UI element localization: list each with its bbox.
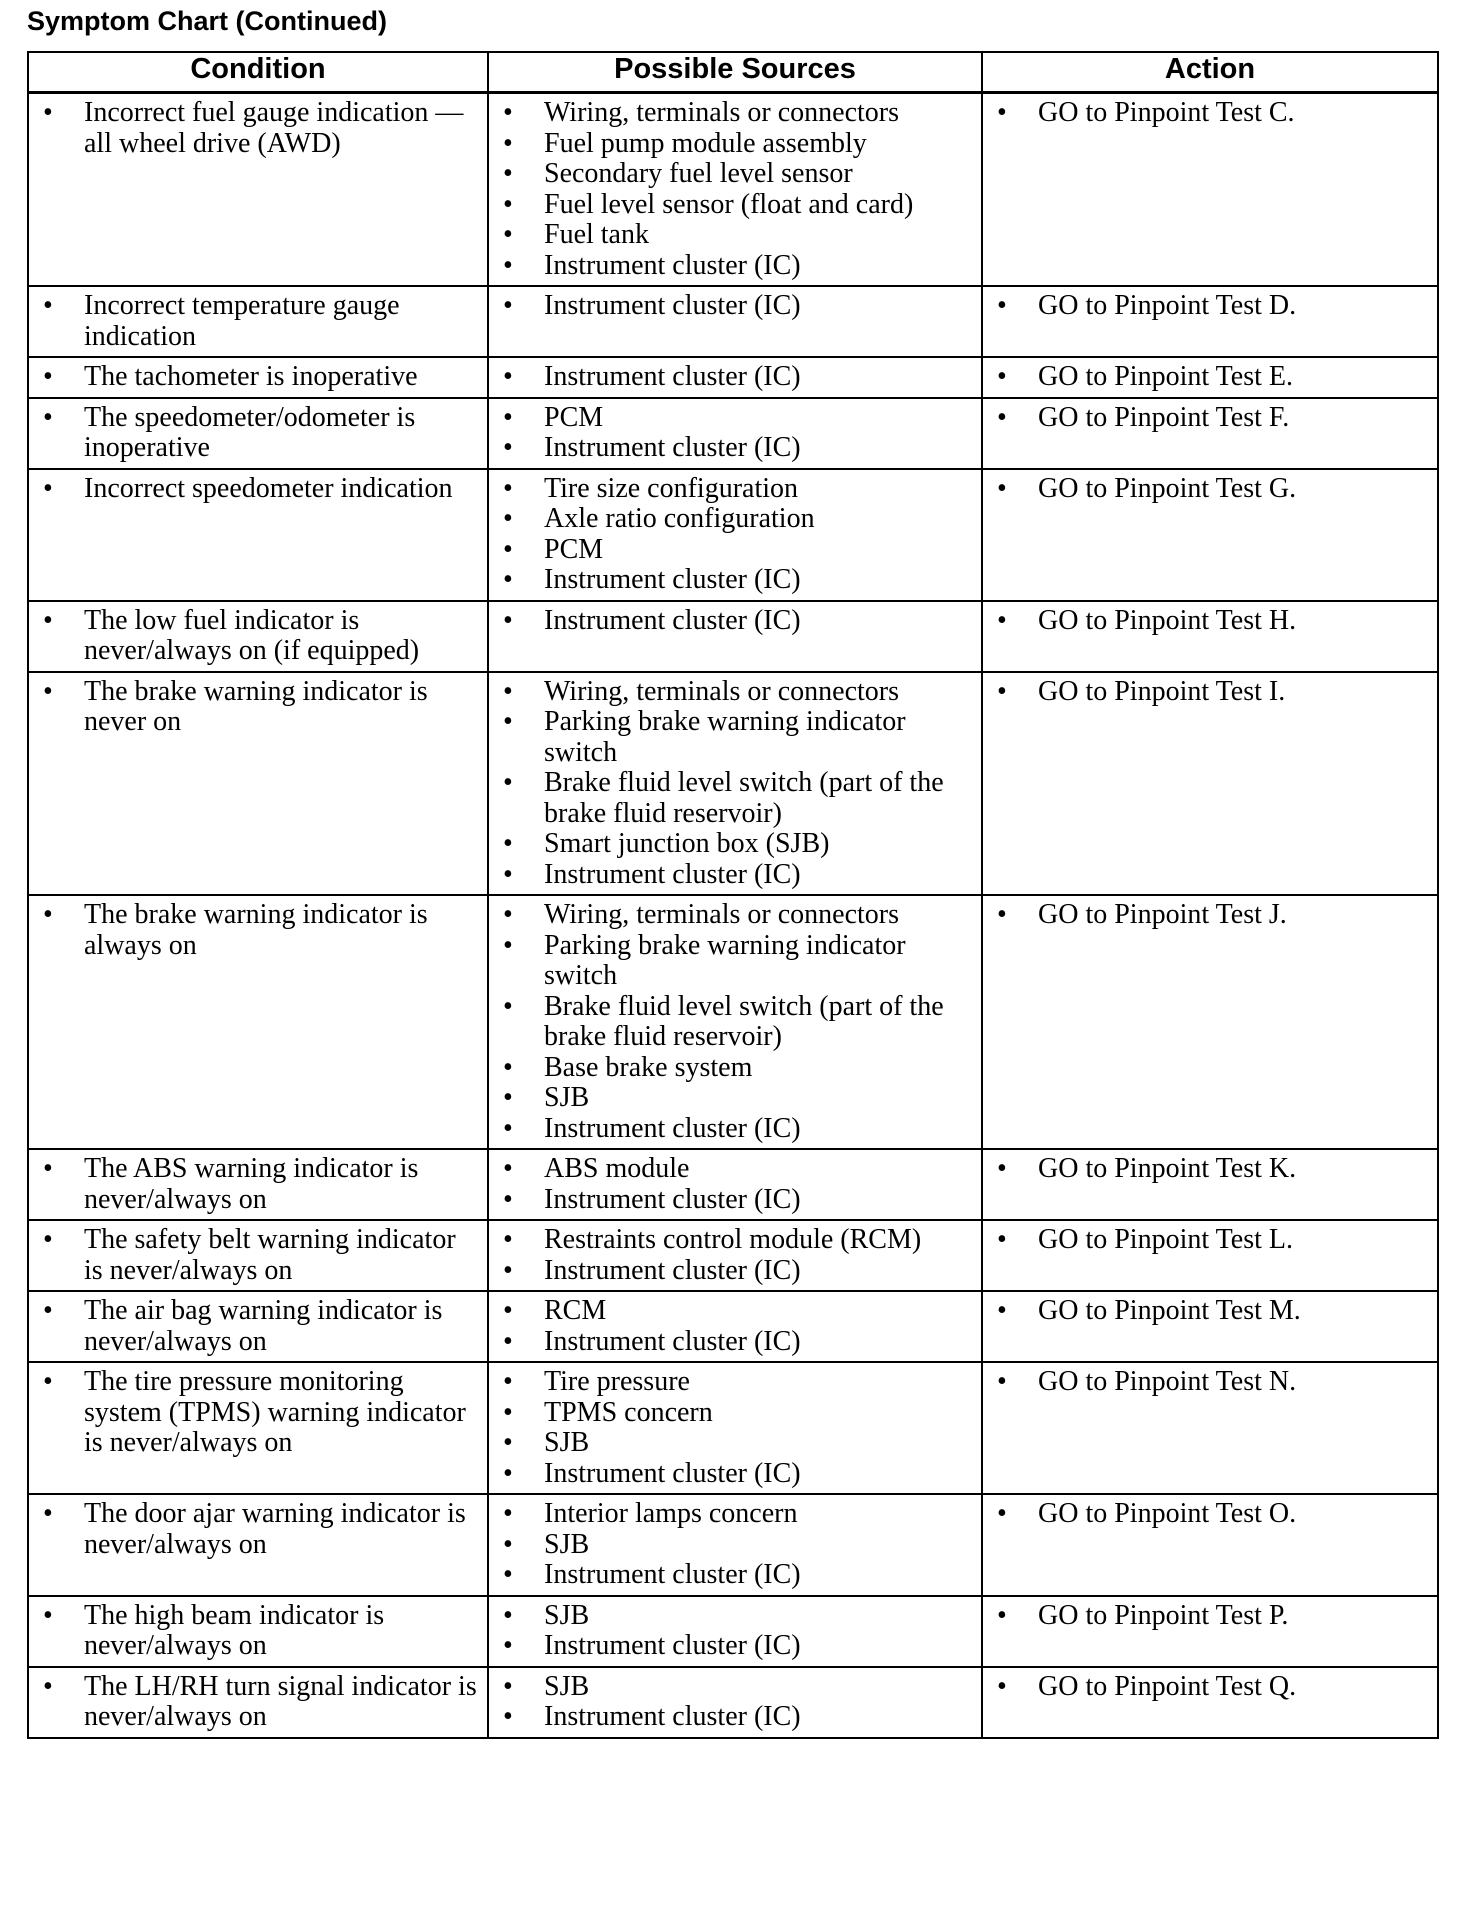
- table-row: [28, 895, 1438, 1149]
- possible-sources-cell: [488, 895, 982, 1149]
- condition-cell-list: [29, 1672, 479, 1733]
- list-item: • Instrument cluster (IC): [489, 606, 973, 637]
- action-cell: [982, 398, 1438, 469]
- condition-cell-list: [29, 1367, 479, 1459]
- possible-sources-cell-list: [489, 403, 973, 464]
- table-row: [28, 398, 1438, 469]
- possible-sources-cell: [488, 1494, 982, 1596]
- possible-sources-cell-list: [489, 1225, 973, 1286]
- list-item: • Fuel level sensor (float and card): [489, 190, 973, 221]
- condition-cell: [28, 357, 488, 398]
- list-item: • Wiring, terminals or connectors: [489, 900, 973, 931]
- header-possible-sources: Possible Sources: [488, 52, 982, 93]
- action-cell: [982, 1494, 1438, 1596]
- list-item: • SJB: [489, 1601, 973, 1632]
- list-item: • GO to Pinpoint Test J.: [983, 900, 1429, 931]
- list-item: • Smart junction box (SJB): [489, 829, 973, 860]
- list-item: • Instrument cluster (IC): [489, 362, 973, 393]
- condition-cell: [28, 469, 488, 601]
- list-item: • Axle ratio configuration: [489, 504, 973, 535]
- action-cell: [982, 1291, 1438, 1362]
- action-cell-list: [983, 403, 1429, 434]
- list-item: • Parking brake warning indicator switch: [489, 931, 973, 992]
- action-cell-list: [983, 1296, 1429, 1327]
- action-cell-list: [983, 1499, 1429, 1530]
- list-item: • Secondary fuel level sensor: [489, 159, 973, 190]
- list-item: • GO to Pinpoint Test D.: [983, 291, 1429, 322]
- possible-sources-cell-list: [489, 1601, 973, 1662]
- list-item: • The tachometer is inoperative: [29, 362, 479, 393]
- condition-cell-list: [29, 900, 479, 961]
- possible-sources-cell: [488, 1596, 982, 1667]
- possible-sources-cell: [488, 469, 982, 601]
- possible-sources-cell-list: [489, 900, 973, 1144]
- list-item: • SJB: [489, 1083, 973, 1114]
- possible-sources-cell-list: [489, 362, 973, 393]
- table-row: [28, 1494, 1438, 1596]
- list-item: • The brake warning indicator is always on: [29, 900, 479, 961]
- list-item: • Instrument cluster (IC): [489, 1459, 973, 1490]
- list-item: • TPMS concern: [489, 1398, 973, 1429]
- action-cell-list: [983, 1601, 1429, 1632]
- condition-cell: [28, 398, 488, 469]
- condition-cell-list: [29, 403, 479, 464]
- header-row: [28, 52, 1438, 93]
- list-item: • The high beam indicator is never/always on: [29, 1601, 479, 1662]
- list-item: • Instrument cluster (IC): [489, 251, 973, 282]
- possible-sources-cell: [488, 1667, 982, 1738]
- table-row: [28, 93, 1438, 287]
- list-item: • Instrument cluster (IC): [489, 1114, 973, 1145]
- list-item: • RCM: [489, 1296, 973, 1327]
- condition-cell: [28, 1362, 488, 1494]
- possible-sources-cell-list: [489, 1154, 973, 1215]
- list-item: • The door ajar warning indicator is never/always on: [29, 1499, 479, 1560]
- condition-cell-list: [29, 362, 479, 393]
- possible-sources-cell: [488, 601, 982, 672]
- list-item: • Incorrect speedometer indication: [29, 474, 479, 505]
- possible-sources-cell: [488, 1291, 982, 1362]
- header-condition: Condition: [28, 52, 488, 93]
- list-item: • Instrument cluster (IC): [489, 1702, 973, 1733]
- list-item: • GO to Pinpoint Test C.: [983, 98, 1429, 129]
- list-item: • Fuel pump module assembly: [489, 129, 973, 160]
- action-cell: [982, 1149, 1438, 1220]
- action-cell-list: [983, 474, 1429, 505]
- possible-sources-cell-list: [489, 1672, 973, 1733]
- condition-cell: [28, 1667, 488, 1738]
- list-item: • The safety belt warning indicator is never/always on: [29, 1225, 479, 1286]
- list-item: • Instrument cluster (IC): [489, 860, 973, 891]
- list-item: • Brake fluid level switch (part of the brake fluid reservoir): [489, 992, 973, 1053]
- possible-sources-cell: [488, 93, 982, 287]
- list-item: • The ABS warning indicator is never/always on: [29, 1154, 479, 1215]
- list-item: • Tire pressure: [489, 1367, 973, 1398]
- table-row: [28, 357, 1438, 398]
- condition-cell-list: [29, 1601, 479, 1662]
- possible-sources-cell-list: [489, 606, 973, 637]
- condition-cell: [28, 1596, 488, 1667]
- list-item: • GO to Pinpoint Test I.: [983, 677, 1429, 708]
- condition-cell-list: [29, 677, 479, 738]
- list-item: • Parking brake warning indicator switch: [489, 707, 973, 768]
- possible-sources-cell: [488, 1149, 982, 1220]
- table-row: [28, 286, 1438, 357]
- list-item: • Interior lamps concern: [489, 1499, 973, 1530]
- action-cell-list: [983, 1225, 1429, 1256]
- list-item: • SJB: [489, 1672, 973, 1703]
- list-item: • Instrument cluster (IC): [489, 1327, 973, 1358]
- list-item: • GO to Pinpoint Test H.: [983, 606, 1429, 637]
- table-row: [28, 1667, 1438, 1738]
- list-item: • PCM: [489, 535, 973, 566]
- table-body: [28, 93, 1438, 1738]
- list-item: • Instrument cluster (IC): [489, 433, 973, 464]
- action-cell-list: [983, 98, 1429, 129]
- condition-cell: [28, 895, 488, 1149]
- condition-cell-list: [29, 291, 479, 352]
- possible-sources-cell-list: [489, 1367, 973, 1489]
- table-row: [28, 672, 1438, 896]
- table-row: [28, 1362, 1438, 1494]
- list-item: • Base brake system: [489, 1053, 973, 1084]
- table-row: [28, 1149, 1438, 1220]
- list-item: • Incorrect fuel gauge indication — all wheel drive (AWD): [29, 98, 479, 159]
- symptom-table: [27, 51, 1439, 1739]
- list-item: • Restraints control module (RCM): [489, 1225, 973, 1256]
- list-item: • The speedometer/odometer is inoperative: [29, 403, 479, 464]
- list-item: • SJB: [489, 1428, 973, 1459]
- action-cell-list: [983, 900, 1429, 931]
- list-item: • Wiring, terminals or connectors: [489, 677, 973, 708]
- list-item: • Instrument cluster (IC): [489, 1256, 973, 1287]
- possible-sources-cell: [488, 672, 982, 896]
- list-item: • Fuel tank: [489, 220, 973, 251]
- possible-sources-cell: [488, 1220, 982, 1291]
- condition-cell-list: [29, 1296, 479, 1357]
- condition-cell: [28, 1220, 488, 1291]
- list-item: • Instrument cluster (IC): [489, 1185, 973, 1216]
- header-action: Action: [982, 52, 1438, 93]
- possible-sources-cell-list: [489, 474, 973, 596]
- action-cell-list: [983, 1154, 1429, 1185]
- possible-sources-cell: [488, 398, 982, 469]
- condition-cell: [28, 93, 488, 287]
- list-item: • GO to Pinpoint Test G.: [983, 474, 1429, 505]
- list-item: • GO to Pinpoint Test F.: [983, 403, 1429, 434]
- condition-cell-list: [29, 1154, 479, 1215]
- action-cell: [982, 286, 1438, 357]
- action-cell: [982, 357, 1438, 398]
- list-item: • GO to Pinpoint Test K.: [983, 1154, 1429, 1185]
- action-cell: [982, 895, 1438, 1149]
- list-item: • Wiring, terminals or connectors: [489, 98, 973, 129]
- action-cell: [982, 672, 1438, 896]
- possible-sources-cell: [488, 1362, 982, 1494]
- condition-cell: [28, 1494, 488, 1596]
- condition-cell: [28, 672, 488, 896]
- list-item: • Instrument cluster (IC): [489, 565, 973, 596]
- table-row: [28, 1220, 1438, 1291]
- table-row: [28, 1596, 1438, 1667]
- action-cell-list: [983, 606, 1429, 637]
- list-item: • GO to Pinpoint Test P.: [983, 1601, 1429, 1632]
- possible-sources-cell-list: [489, 291, 973, 322]
- list-item: • The tire pressure monitoring system (TPMS) warning indicator is never/always on: [29, 1367, 479, 1459]
- possible-sources-cell-list: [489, 1296, 973, 1357]
- action-cell-list: [983, 362, 1429, 393]
- action-cell-list: [983, 1367, 1429, 1398]
- action-cell: [982, 469, 1438, 601]
- list-item: • Incorrect temperature gauge indication: [29, 291, 479, 352]
- list-item: • Instrument cluster (IC): [489, 1560, 973, 1591]
- condition-cell: [28, 286, 488, 357]
- condition-cell-list: [29, 1499, 479, 1560]
- list-item: • GO to Pinpoint Test E.: [983, 362, 1429, 393]
- action-cell-list: [983, 1672, 1429, 1703]
- condition-cell-list: [29, 98, 479, 159]
- table-row: [28, 601, 1438, 672]
- possible-sources-cell-list: [489, 677, 973, 891]
- condition-cell: [28, 1149, 488, 1220]
- possible-sources-cell: [488, 357, 982, 398]
- list-item: • The air bag warning indicator is never/always on: [29, 1296, 479, 1357]
- list-item: • GO to Pinpoint Test M.: [983, 1296, 1429, 1327]
- condition-cell-list: [29, 1225, 479, 1286]
- action-cell: [982, 601, 1438, 672]
- list-item: • Instrument cluster (IC): [489, 1631, 973, 1662]
- list-item: • GO to Pinpoint Test L.: [983, 1225, 1429, 1256]
- list-item: • Instrument cluster (IC): [489, 291, 973, 322]
- condition-cell-list: [29, 474, 479, 505]
- list-item: • Tire size configuration: [489, 474, 973, 505]
- list-item: • Brake fluid level switch (part of the brake fluid reservoir): [489, 768, 973, 829]
- action-cell-list: [983, 291, 1429, 322]
- action-cell: [982, 1362, 1438, 1494]
- action-cell: [982, 1667, 1438, 1738]
- possible-sources-cell: [488, 286, 982, 357]
- list-item: • PCM: [489, 403, 973, 434]
- list-item: • GO to Pinpoint Test N.: [983, 1367, 1429, 1398]
- list-item: • GO to Pinpoint Test Q.: [983, 1672, 1429, 1703]
- list-item: • The LH/RH turn signal indicator is never/always on: [29, 1672, 479, 1733]
- action-cell: [982, 93, 1438, 287]
- list-item: • ABS module: [489, 1154, 973, 1185]
- action-cell: [982, 1596, 1438, 1667]
- condition-cell: [28, 1291, 488, 1362]
- possible-sources-cell-list: [489, 98, 973, 281]
- condition-cell: [28, 601, 488, 672]
- list-item: • The brake warning indicator is never on: [29, 677, 479, 738]
- action-cell-list: [983, 677, 1429, 708]
- list-item: • SJB: [489, 1530, 973, 1561]
- table-row: [28, 469, 1438, 601]
- page-title: Symptom Chart (Continued): [27, 6, 387, 36]
- possible-sources-cell-list: [489, 1499, 973, 1591]
- list-item: • GO to Pinpoint Test O.: [983, 1499, 1429, 1530]
- action-cell: [982, 1220, 1438, 1291]
- list-item: • The low fuel indicator is never/always on (if equipped): [29, 606, 479, 667]
- condition-cell-list: [29, 606, 479, 667]
- table-row: [28, 1291, 1438, 1362]
